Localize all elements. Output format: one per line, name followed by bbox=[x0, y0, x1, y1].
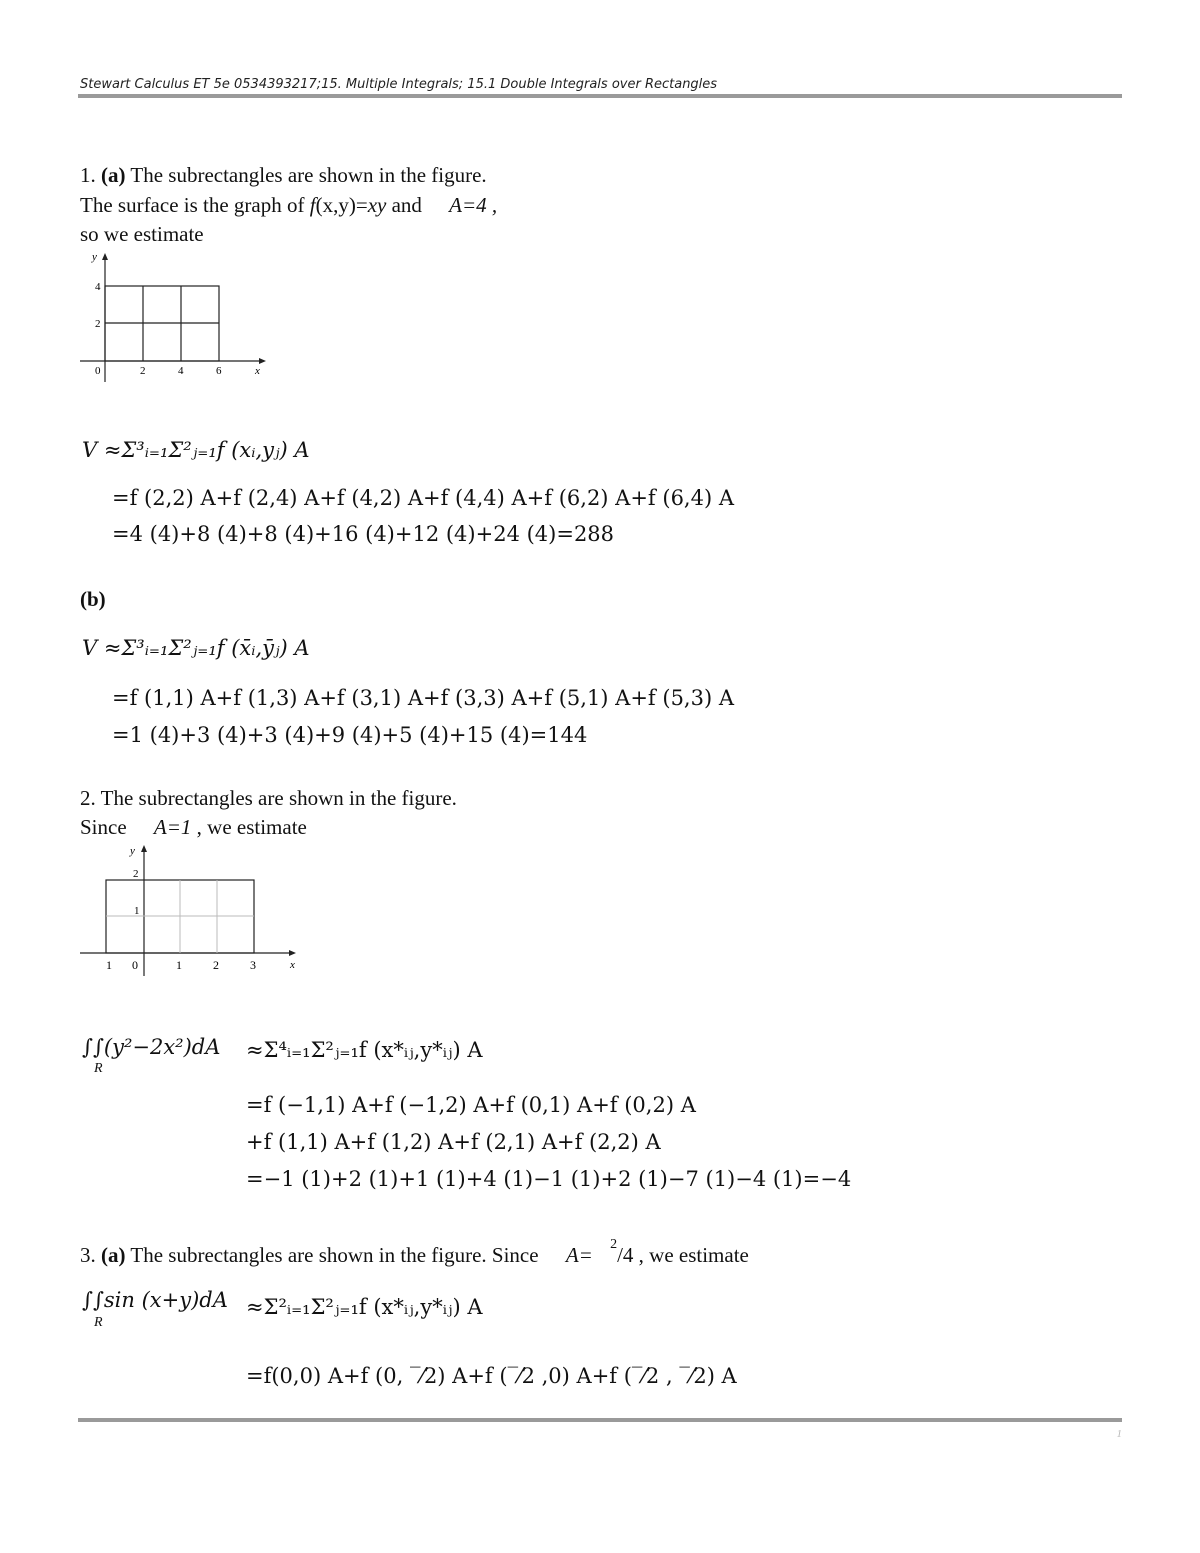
problem1-a-eq3: =4 (4)+8 (4)+8 (4)+16 (4)+12 (4)+24 (4)=288 bbox=[112, 522, 615, 546]
fig1-y-label: y bbox=[92, 251, 97, 263]
fig2-x-tick: 3 bbox=[250, 958, 256, 972]
problem3-eq1-lhs: ∫∫sin (x+y)dA bbox=[82, 1288, 228, 1312]
fig1-x-tick: 0 bbox=[95, 365, 101, 377]
fig1-y-tick: 2 bbox=[95, 318, 101, 330]
problem1-a-line1: 1. (a) The subrectangles are shown in the figure. bbox=[80, 163, 487, 187]
problem3-eq1-region: R bbox=[94, 1315, 103, 1330]
problem2-eq2: =f (−1,1) A+f (−1,2) A+f (0,1) A+f (0,2) A bbox=[246, 1093, 696, 1117]
fig2-y-tick: 2 bbox=[133, 868, 139, 880]
header-rule bbox=[78, 94, 1122, 98]
problem1-b-eq3: =1 (4)+3 (4)+3 (4)+9 (4)+5 (4)+15 (4)=144 bbox=[112, 723, 588, 747]
problem2-eq4: =−1 (1)+2 (1)+1 (1)+4 (1)−1 (1)+2 (1)−7 (1)−4 (1)=−4 bbox=[246, 1167, 852, 1191]
problem2-eq1-lhs: ∫∫(y²−2x²)dA bbox=[82, 1035, 221, 1059]
fig1-y-tick: 4 bbox=[95, 281, 101, 293]
page-number: 1 bbox=[1116, 1428, 1122, 1440]
fig2-x-tick: 1 bbox=[176, 958, 182, 972]
fig1-x-arrow-icon bbox=[259, 358, 266, 364]
problem2-eq1-rhs: ≈Σ⁴ᵢ₌₁Σ²ⱼ₌₁f (x*ᵢⱼ,y*ᵢⱼ) A bbox=[246, 1038, 483, 1062]
problem1-a-eq2: =f (2,2) A+f (2,4) A+f (4,2) A+f (4,4) A+f (6,2) A+f (6,4) A bbox=[112, 486, 735, 510]
problem3-eq1-rhs: ≈Σ²ᵢ₌₁Σ²ⱼ₌₁f (x*ᵢⱼ,y*ᵢⱼ) A bbox=[246, 1295, 483, 1319]
fig2-x-label: x bbox=[290, 959, 295, 971]
fig1-x-tick: 6 bbox=[216, 365, 222, 377]
problem1-b-eq1: V ≈Σ³ᵢ₌₁Σ²ⱼ₌₁f (x̄ᵢ,ȳⱼ) A bbox=[82, 636, 310, 660]
fig2-x-arrow-icon bbox=[289, 950, 296, 956]
figure-1-grid bbox=[78, 250, 278, 390]
problem2-line1: 2. The subrectangles are shown in the figure. bbox=[80, 786, 457, 810]
fig2-y-label: y bbox=[130, 845, 135, 857]
running-header: Stewart Calculus ET 5e 0534393217;15. Multiple Integrals; 15.1 Double Integrals over Rectangles bbox=[80, 77, 718, 92]
problem2-eq1-region: R bbox=[94, 1061, 103, 1076]
problem1-a-line2: The surface is the graph of f(x,y)=xy and A=4 , bbox=[80, 193, 498, 217]
fig2-x-tick: 2 bbox=[213, 958, 219, 972]
problem1-a-eq1: V ≈Σ³ᵢ₌₁Σ²ⱼ₌₁f (xᵢ,yⱼ) A bbox=[82, 438, 310, 462]
figure-2-grid bbox=[78, 842, 318, 982]
fig1-x-label: x bbox=[255, 365, 260, 377]
problem3-line1: 3. (a) The subrectangles are shown in the figure. Since A= $^2$/4 , we estimate bbox=[80, 1237, 749, 1267]
fig1-y-arrow-icon bbox=[102, 253, 108, 260]
footer-rule bbox=[78, 1418, 1122, 1422]
fig1-x-tick: 4 bbox=[178, 365, 184, 377]
fig2-y-tick: 1 bbox=[134, 905, 140, 917]
fig2-x-tick: 1 bbox=[106, 958, 112, 972]
problem3-eq2: =f(0,0) A+f (0, ‾⁄2) A+f (‾⁄2 ,0) A+f (‾⁄2 , ‾⁄2) A bbox=[246, 1364, 737, 1388]
problem2-line2: Since A=1 , we estimate bbox=[80, 815, 307, 839]
problem2-eq3: +f (1,1) A+f (1,2) A+f (2,1) A+f (2,2) A bbox=[246, 1130, 661, 1154]
fig2-y-arrow-icon bbox=[141, 845, 147, 852]
problem1-b-eq2: =f (1,1) A+f (1,3) A+f (3,1) A+f (3,3) A+f (5,1) A+f (5,3) A bbox=[112, 686, 735, 710]
problem1-b-label: (b) bbox=[80, 587, 106, 611]
fig2-x-tick: 0 bbox=[132, 958, 138, 972]
problem1-a-line3: so we estimate bbox=[80, 222, 204, 246]
fig1-x-tick: 2 bbox=[140, 365, 146, 377]
